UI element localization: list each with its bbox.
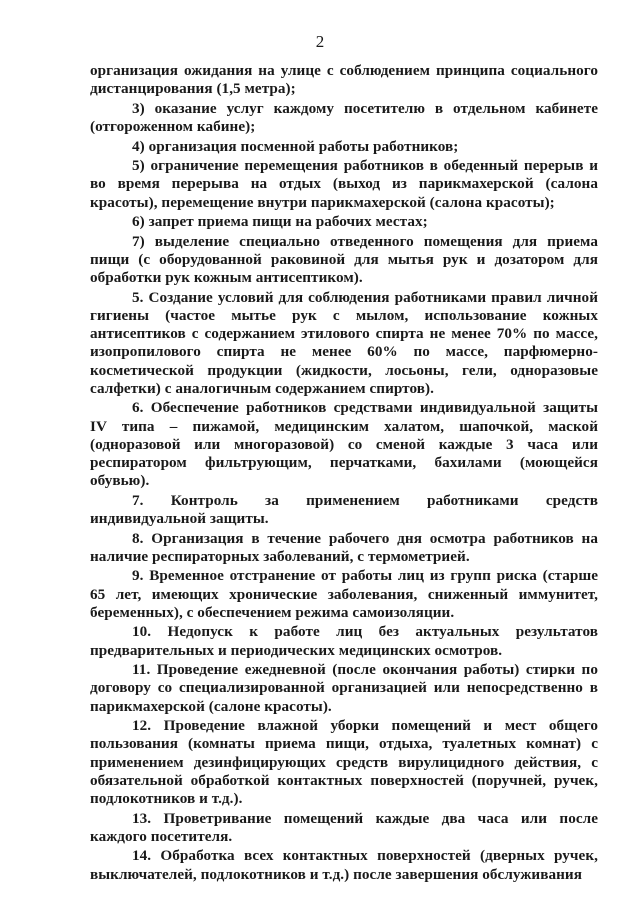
paragraph-section-6: 6. Обеспечение работников средствами индивидуальной защиты IV типа – пижамой, медицинским халатом, шапочкой, маской (одноразовой или многоразовой) со сменой каждые 3 часа или респиратором фильтрующим, перчатками, бахилами (моющейся обувью). <box>90 399 598 490</box>
paragraph-section-9: 9. Временное отстранение от работы лиц из групп риска (старше 65 лет, имеющих хронические заболевания, сниженный иммунитет, беременных), с обеспечением режима самоизоляции. <box>90 567 598 621</box>
paragraph-section-5: 5. Создание условий для соблюдения работниками правил личной гигиены (частое мытье рук с мылом, использование кожных антисептиков с содержанием этилового спирта не менее 70% по массе, изопропилового спирта не менее 60% по массе, парфюмерно-косметической продукции (жидкости, лосьоны, гели, одноразовые салфетки) с аналогичным содержанием спиртов). <box>90 288 598 397</box>
paragraph-item-4: 4) организация посменной работы работников; <box>132 137 459 155</box>
paragraph-item-3: 3) оказание услуг каждому посетителю в отдельном кабинете (отгороженном кабине); <box>90 99 598 135</box>
paragraph-section-13: 13. Проветривание помещений каждые два часа или после каждого посетителя. <box>90 809 598 845</box>
paragraph-item-5-sub: 5) ограничение перемещения работников в обеденный перерыв и во время перерыва на отдых (выход из парикмахерской (салона красоты), перемещение внутри парикмахерской (салона красоты); <box>90 157 598 211</box>
paragraph-section-14: 14. Обработка всех контактных поверхностей (дверных ручек, выключателей, подлокотников и т.д.) после завершения обслуживания <box>90 847 598 883</box>
paragraph-item-6-sub: 6) запрет приема пищи на рабочих местах; <box>132 213 428 231</box>
document-body <box>90 62 598 884</box>
page-number: 2 <box>315 32 325 51</box>
paragraph-section-11: 11. Проведение ежедневной (после окончания работы) стирки по договору со специализированной организацией или непосредственно в парикмахерской (салоне красоты). <box>90 661 598 715</box>
paragraph-item-7-sub: 7) выделение специально отведенного помещения для приема пищи (с оборудованной раковиной для мытья рук и дозатором для обработки рук кожным антисептиком). <box>90 232 598 287</box>
paragraph-section-8: 8. Организация в течение рабочего дня осмотра работников на наличие респираторных заболеваний, с термометрией. <box>90 529 598 565</box>
paragraph-section-7: 7. Контроль за применением работниками средств индивидуальной защиты. <box>90 491 598 527</box>
paragraph-section-12: 12. Проведение влажной уборки помещений и мест общего пользования (комнаты приема пищи, отдыха, туалетных комнат) с применением дезинфицирующих средств вирулицидного действия, с обязательной обработкой контактных поверхностей (поручней, ручек, подлокотников и т.д.). <box>90 717 598 807</box>
paragraph-continuation: организация ожидания на улице с соблюдением принципа социального дистанцирования (1,5 метра); <box>90 62 598 98</box>
paragraph-section-10: 10. Недопуск к работе лиц без актуальных результатов предварительных и периодических медицинских осмотров. <box>90 623 598 659</box>
